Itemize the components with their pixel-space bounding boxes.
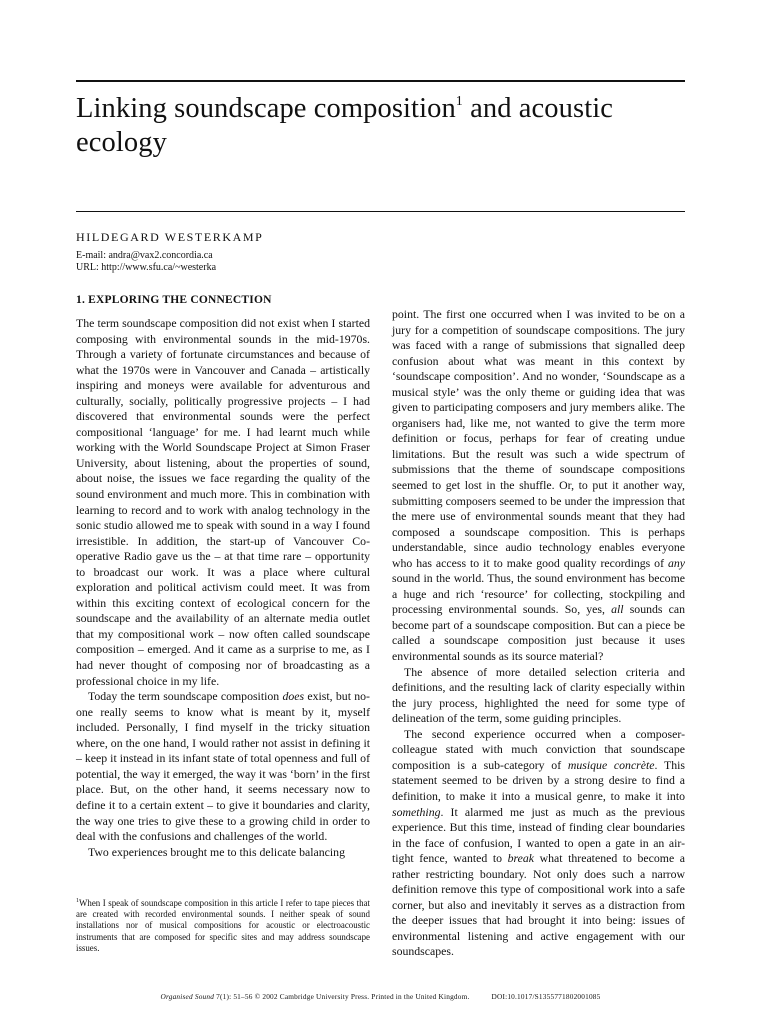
paragraph: Today the term soundscape composition does exist, but no-one really seems to know what is meant by it, myself included. Personally, I find myself in the tricky situation where, on the one hand, I would rather not assist in defining it – keep it instead in its infant state of total openness and full of potential, the way it emerged, the way it was ‘born’ in the first place. But, on the other hand, it seems necessary now to define it to a certain extent – to give it boundaries and clarity, the way one tries to give these to a growing child in order to deal with the confusions and challenges of the world. xyxy=(76,689,370,844)
author-email[interactable]: E-mail: andra@vax2.concordia.ca xyxy=(76,250,213,261)
top-rule xyxy=(76,80,685,82)
journal-name: Organised Sound xyxy=(160,992,215,1001)
section-heading: 1. EXPLORING THE CONNECTION xyxy=(76,294,272,306)
title-rule xyxy=(76,211,685,212)
author-url[interactable]: URL: http://www.sfu.ca/~westerka xyxy=(76,262,217,273)
citation: 7(1): 51–56 © 2002 Cambridge University Press. Printed in the United Kingdom. xyxy=(214,992,470,1001)
page-footer xyxy=(76,992,685,1001)
paragraph: point. The first one occurred when I was invited to be on a jury for a competition of soundscape compositions. The jury was faced with a range of submissions that signalled deep confusion about what was meant in this context by ‘soundscape composition’. And no wonder, ‘Soundscape as a musical style’ was the only theme or guiding idea that was given to participating composers and jury members alike. The organisers had, like me, not wanted to give the term more definition or focus, perhaps for fear of creating undue limitations. But the result was such a wide spectrum of submissions that the theme of soundscape compositions seemed to get lost in the shuffle. Or, to put it another way, submitting composers seemed to be under the impression that the mere use of environmental sounds meant that they had composed a soundscape composition. This is perhaps understandable, since audio technology enables everyone who has access to it to make good quality recordings of any sound in the world. Thus, the sound environment has become a huge and rich ‘resource’ for collecting, stockpiling and processing environmental sounds. So, yes, all sounds can become part of a soundscape composition. But can a piece be called a soundscape composition just because it uses environmental sounds as its source material? xyxy=(392,307,685,664)
doi[interactable]: DOI:10.1017/S1355771802001085 xyxy=(491,992,601,1001)
footnote: $^1$When I speak of soundscape composition in this article I refer to tape pieces that are created with recorded environmental sounds. I neither speak of sound installations nor of musical compositions for acoustic or electroacoustic instruments that are composed for specific sites and may address soundscape issues. xyxy=(76,897,370,953)
left-column xyxy=(76,316,370,860)
title-footnote-marker[interactable]: 1 xyxy=(455,93,463,109)
paragraph: The term soundscape composition did not exist when I started composing with environmental sounds in the mid-1970s. Through a variety of fortunate circumstances and because of what the 1970s were in Vancouver and Canada – artistically inspiring and moneys were available for adventurous and culturally, socially, politically progressive projects – I had discovered that environmental sounds were the perfect compositional ‘language’ for me. I had learnt much while working with the World Soundscape Project at Simon Fraser University, about listening, about the properties of sound, about noise, the issues we face regarding the quality of the sound environment and much more. This in combination with learning to record and to work with analog technology in the sonic studio allowed me to speak with sound in a way I found irresistible. In addition, the start-up of Vancouver Co-operative Radio gave us the – at that time rare – opportunity to broadcast our work. It was a place where cultural exploration and political activism could meet. It was from within this exciting context of ecological concern for the soundscape and the availability of an alternate media outlet that my compositional work – now often called soundscape composition – emerged. And it came as a surprise to me, as I had never thought of composing nor of broadcasting as a professional choice in my life. xyxy=(76,316,370,688)
article-title: Linking soundscape composition$^1$ and acoustic ecology xyxy=(76,93,613,158)
footnote-marker: 1 xyxy=(76,898,79,904)
paragraph: The second experience occurred when a composer-colleague stated with much conviction that soundscape composition is a sub-category of musique concrète. This statement seemed to be driven by a strong desire to find a definition, to make it into a musical genre, to make it into something. It alarmed me just as much as the previous experience. But this time, instead of finding clear boundaries in the face of confusion, I wanted to open a gate in an air-tight fence, wanted to break what threatened to become a rather restricting boundary. Not only does such a narrow definition remove this type of compositional work into a safe corner, but also and inevitably it serves as a distraction from the deeper issues that had brought it into being: issues of environmental listening and active engagement with our soundscapes. xyxy=(392,726,685,959)
author-name: HILDEGARD WESTERKAMP xyxy=(76,230,264,244)
paragraph: The absence of more detailed selection criteria and definitions, and the resulting lack of clarity especially within the jury process, highlighted the need for some type of delineation of the term, some guiding principles. xyxy=(392,664,685,726)
right-column xyxy=(392,307,685,960)
author-contact xyxy=(76,250,216,274)
paragraph: Two experiences brought me to this delicate balancing xyxy=(88,844,345,859)
